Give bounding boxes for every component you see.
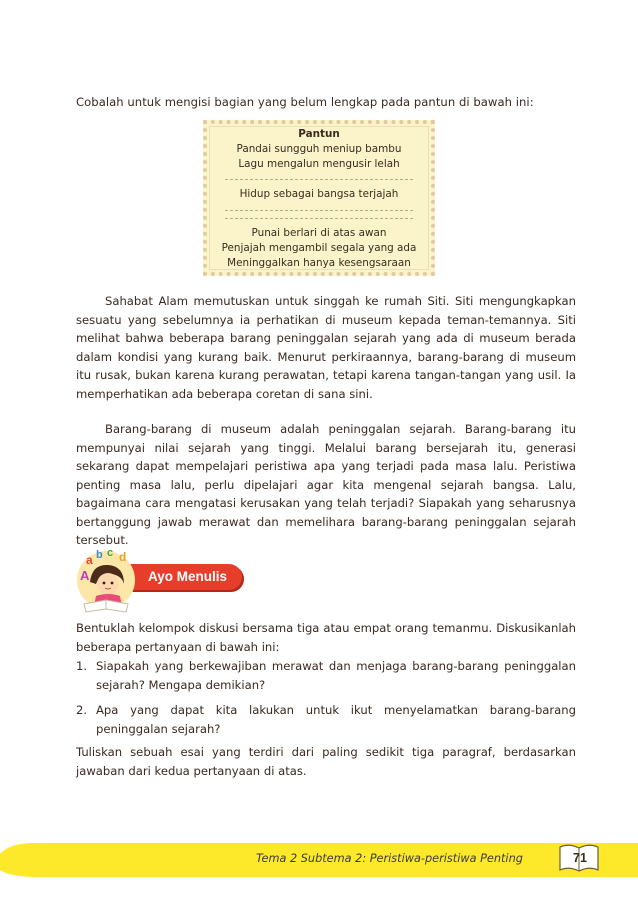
pantun-line-9: Meninggalkan hanya kesengsaraan <box>227 257 411 270</box>
pantun-line-7: Punai berlari di atas awan <box>251 226 387 239</box>
pantun-blank-line-3 <box>225 179 413 180</box>
paragraph-2-text: Barang-barang di museum adalah peninggalan sejarah. Barang-barang itu mempunyai nilai sejarah yang tinggi. Melalui barang bersejarah itu, generasi sekarang dapat mempelajari peristiwa apa yang terjadi pada masa lalu. Peristiwa penting masa lalu, perlu dipelajari agar kita mengenal sejarah bangsa. Lalu, bagaimana cara mengatasi kerusakan yang telah terjadi? Siapakah yang seharusnya bertanggung jawab merawat dan memelihara barang-barang peninggalan sejarah tersebut. <box>76 422 576 547</box>
pantun-box <box>203 120 435 276</box>
section-title: Ayo Menulis <box>148 569 228 584</box>
writing-child-icon <box>76 546 142 616</box>
svg-text:a: a <box>86 553 93 567</box>
page-number: 71 <box>573 851 587 865</box>
paragraph-1-text: Sahabat Alam memutuskan untuk singgah ke rumah Siti. Siti mengungkapkan sesuatu yang sebelumnya ia perhatikan di museum kepada teman-temannya. Siti melihat bahwa beberapa barang peninggalan sejarah yang ada di museum berada dalam kondisi yang kurang baik. Menurut perkiraannya, barang-barang di museum itu rusak, bukan karena kurang perawatan, tetapi karena tangan-tangan yang usil. Ia memperhatikan ada beberapa coretan di sana sini. <box>76 294 576 401</box>
pantun-title: Pantun <box>298 128 340 140</box>
question-number: 2. <box>76 703 88 717</box>
pantun-line-4: Hidup sebagai bangsa terjajah <box>239 188 399 201</box>
svg-text:d: d <box>119 550 127 564</box>
svg-text:A: A <box>80 568 90 583</box>
closing-instruction: Tuliskan sebuah esai yang terdiri dari paling sedikit tiga paragraf, berdasarkan jawaban dari kedua pertanyaan di atas. <box>76 745 576 778</box>
question-text: Apa yang dapat kita lakukan untuk ikut menyelamatkan barang-barang peninggalan sejarah? <box>96 703 576 736</box>
story-paragraph-2 <box>76 420 576 550</box>
footer-theme-title: Tema 2 Subtema 2: Peristiwa-peristiwa Penting <box>256 852 523 865</box>
svg-text:c: c <box>107 547 114 559</box>
story-paragraph-1 <box>76 292 576 403</box>
task-intro: Bentuklah kelompok diskusi bersama tiga atau empat orang temanmu. Diskusikanlah beberapa pertanyaan di bawah ini: <box>76 621 576 654</box>
question-number: 1. <box>76 659 88 673</box>
svg-text:b: b <box>96 549 103 561</box>
pantun-blank-line-5 <box>225 210 413 211</box>
pantun-line-2: Lagu mengalun mengusir lelah <box>238 158 400 171</box>
question-item-2 <box>76 701 576 738</box>
pantun-blank-line-6 <box>225 218 413 219</box>
question-text: Siapakah yang berkewajiban merawat dan menjaga barang-barang peninggalan sejarah? Mengapa demikian? <box>96 659 576 692</box>
pantun-line-8: Penjajah mengambil segala yang ada <box>221 241 417 254</box>
pantun-line-1: Pandai sungguh meniup bambu <box>236 143 402 155</box>
intro-instruction: Cobalah untuk mengisi bagian yang belum lengkap pada pantun di bawah ini: <box>76 95 534 109</box>
question-item-1 <box>76 657 576 694</box>
